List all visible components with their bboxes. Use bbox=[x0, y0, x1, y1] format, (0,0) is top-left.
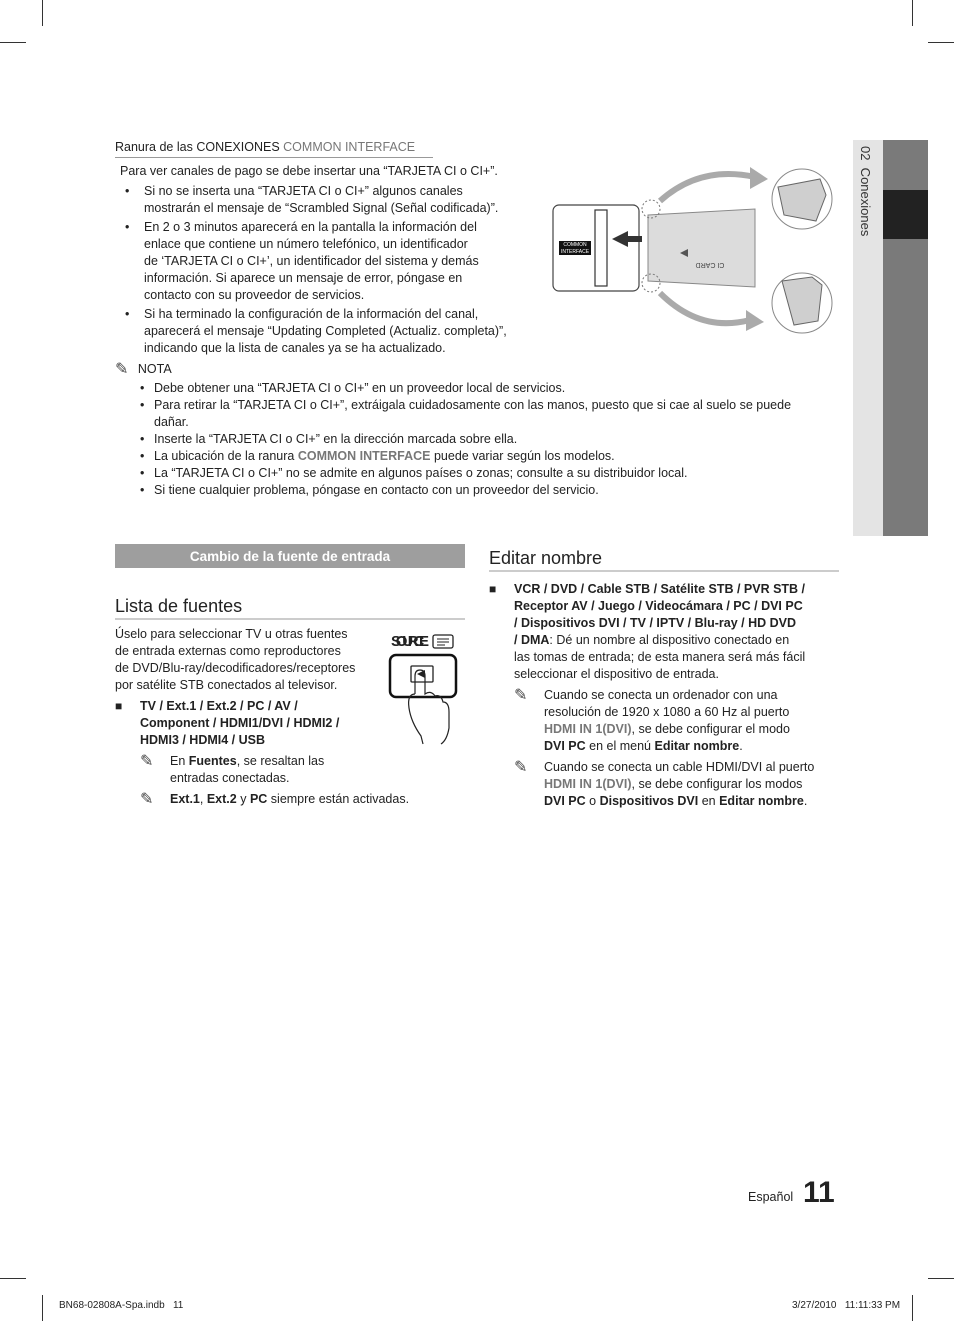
lista-body: Úselo para seleccionar TV u otras fuentes de entrada externas como reproductores de DVD/Blu-ray/decodificadores/receptores por satélite STB conectados al televisor. bbox=[115, 627, 356, 692]
list-item: • Si ha terminado la configuración de la información del canal, aparecerá el mensaje “Updating Completed (Actualiz. completa)”, indicando que la lista de canales ya se ha actualizado. bbox=[115, 306, 535, 357]
note-pencil-icon: ✎ bbox=[115, 361, 129, 378]
footer-file: BN68-02808A-Spa.indb 11 bbox=[59, 1300, 184, 1311]
page-number: 11 bbox=[803, 1176, 835, 1209]
crop-mark bbox=[912, 1295, 913, 1321]
list-item: • La ubicación de la ranura COMMON INTERFACE puede variar según los modelos. bbox=[115, 448, 845, 465]
crop-mark bbox=[912, 0, 913, 26]
square-bullet-icon: ■ bbox=[489, 582, 497, 596]
lista-note-1: ✎ En Fuentes, se resaltan las entradas conectadas. bbox=[140, 753, 325, 785]
side-tab-dark bbox=[883, 190, 928, 239]
list-item: • La “TARJETA CI o CI+” no se admite en algunos países o zonas; consulte a su distribuidor local. bbox=[115, 465, 845, 482]
list-item: • En 2 o 3 minutos aparecerá en la pantalla la información del enlace que contiene un número telefónico, un identificador de ‘TARJETA CI o CI+’, un identificador del sistema y demás información. Si aparece un mensaje de error, póngase en contacto con su proveedor de servicios. bbox=[115, 219, 535, 304]
nota-label: NOTA bbox=[137, 362, 172, 376]
section-banner: Cambio de la fuente de entrada bbox=[115, 544, 465, 568]
card-label: CI CARD bbox=[695, 261, 725, 268]
note-pencil-icon: ✎ bbox=[140, 791, 154, 808]
list-item: • Si no se inserta una “TARJETA CI o CI+” algunos canales mostrarán el mensaje de “Scrambled Signal (Señal codificada)”. bbox=[115, 183, 535, 217]
editar-note-2: ✎ Cuando se conecta un cable HDMI/DVI al puerto HDMI IN 1(DVI), se debe configurar los modos DVI PC o Dispositivos DVI en Editar nombre. bbox=[514, 759, 815, 808]
list-item: • Para retirar la “TARJETA CI o CI+”, extráigala cuidadosamente con las manos, puesto que si cae al suelo se puede dañar. bbox=[115, 397, 845, 431]
lista-note-2: ✎ Ext.1, Ext.2 y PC siempre están activadas. bbox=[140, 791, 410, 808]
list-item: • Si tiene cualquier problema, póngase en contacto con un proveedor del servicio. bbox=[115, 482, 845, 499]
nota-block bbox=[115, 358, 835, 378]
ci-intro: Para ver canales de pago se debe insertar una “TARJETA CI o CI+”. bbox=[120, 164, 498, 178]
crop-mark bbox=[42, 1295, 43, 1321]
source-label: SOURCE bbox=[391, 633, 429, 650]
note-pencil-icon: ✎ bbox=[514, 687, 528, 704]
nota-bullet-list bbox=[115, 380, 845, 499]
source-button-illustration bbox=[385, 628, 465, 746]
heading-underline bbox=[115, 157, 433, 158]
square-bullet-icon: ■ bbox=[115, 699, 123, 713]
lista-items: ■ TV / Ext.1 / Ext.2 / PC / AV / Component / HDMI1/DVI / HDMI2 / HDMI3 / HDMI4 / USB bbox=[115, 699, 340, 747]
crop-mark bbox=[0, 1278, 26, 1279]
curved-arrow-bottom bbox=[660, 293, 750, 323]
side-tab-gray-top bbox=[883, 140, 928, 190]
crop-mark bbox=[928, 1278, 954, 1279]
crop-mark bbox=[0, 42, 26, 43]
slot-label-2: INTERFACE bbox=[560, 249, 590, 255]
crop-mark bbox=[42, 0, 43, 26]
editar-items: ■ VCR / DVD / Cable STB / Satélite STB / PVR STB / Receptor AV / Juego / Videocámara / PC / DVI PC / Dispositivos DVI / TV / IPTV / Blu-ray / HD DVD / DMA: Dé un nombre al dispositivo conectado en las tomas de entrada; de esta manera será más fácil seleccionar el dispositivo de entrada. bbox=[489, 582, 806, 681]
footer-date: 3/27/2010 11:11:33 PM bbox=[792, 1300, 901, 1311]
list-item: • Debe obtener una “TARJETA CI o CI+” en un proveedor local de servicios. bbox=[115, 380, 845, 397]
ci-slot bbox=[595, 210, 607, 286]
section-tab-label: 02 Conexiones bbox=[858, 146, 873, 237]
list-item: • Inserte la “TARJETA CI o CI+” en la dirección marcada sobre ella. bbox=[115, 431, 845, 448]
note-pencil-icon: ✎ bbox=[140, 753, 154, 770]
editar-title: Editar nombre bbox=[489, 548, 603, 568]
note-pencil-icon: ✎ bbox=[514, 759, 528, 776]
ci-heading: Ranura de las CONEXIONES COMMON INTERFACE bbox=[115, 140, 416, 154]
curved-arrow-top bbox=[660, 174, 755, 201]
footer-language: Español bbox=[748, 1190, 794, 1204]
lista-title: Lista de fuentes bbox=[115, 596, 243, 616]
editar-rule bbox=[489, 570, 839, 572]
editar-note-1: ✎ Cuando se conecta un ordenador con una resolución de 1920 x 1080 a 60 Hz al puerto HDMI IN 1(DVI), se debe configurar el modo DVI PC en el menú Editar nombre. bbox=[514, 687, 790, 753]
arrowhead-bottom bbox=[746, 310, 764, 331]
slot-label-1: COMMON bbox=[563, 242, 587, 248]
detail-top-card bbox=[778, 179, 826, 221]
side-tab-gray-bottom bbox=[883, 239, 928, 536]
ci-card-illustration bbox=[550, 165, 835, 340]
ci-card bbox=[648, 209, 755, 287]
ci-bullet-list bbox=[115, 183, 535, 357]
crop-mark bbox=[928, 42, 954, 43]
lista-rule bbox=[115, 618, 465, 620]
arrowhead-top bbox=[750, 167, 768, 189]
